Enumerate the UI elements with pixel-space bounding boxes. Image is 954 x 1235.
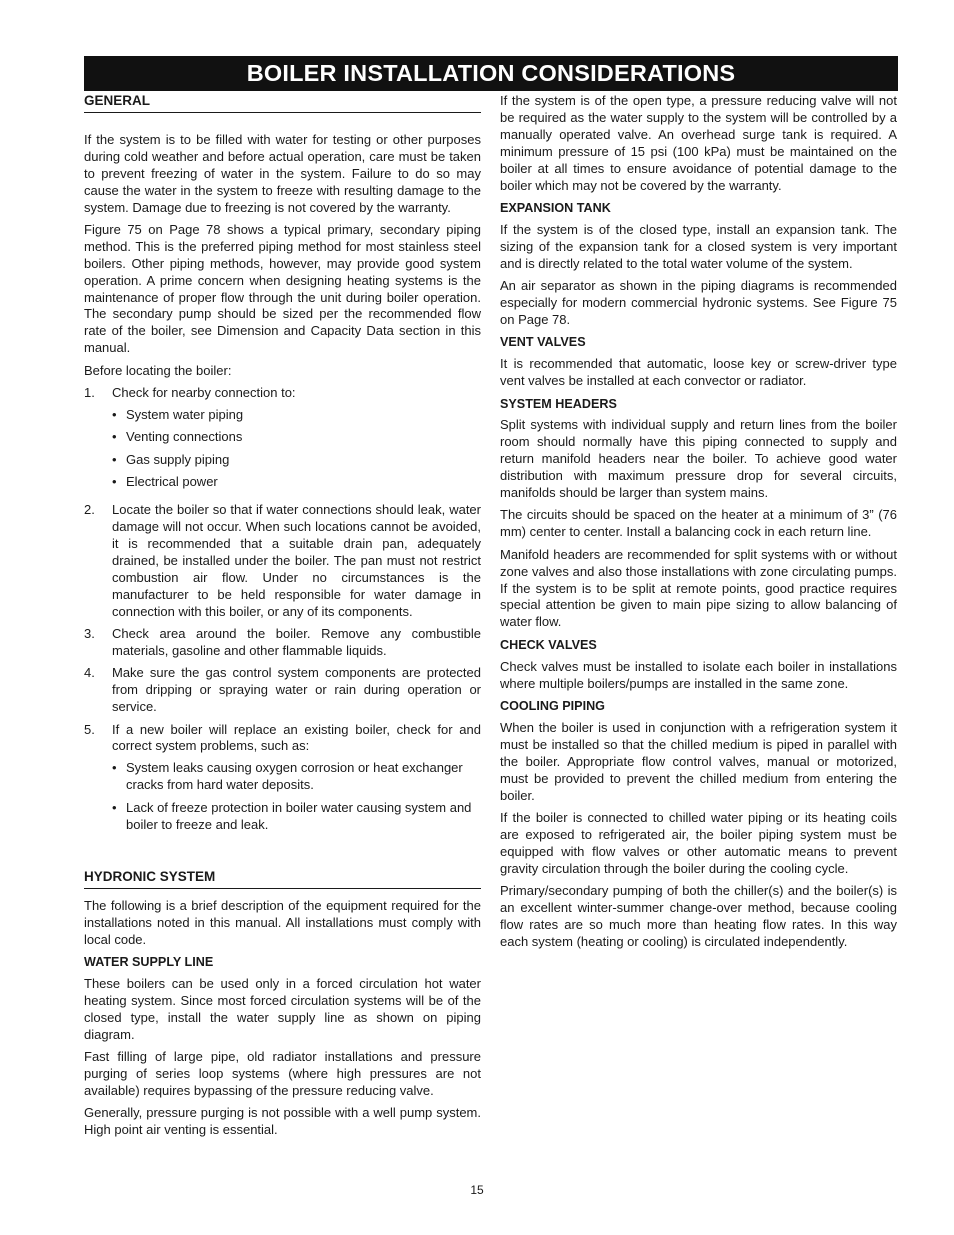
bullet-icon: • (112, 799, 117, 815)
list-item-step-2 (84, 502, 481, 620)
subheading-water-supply: WATER SUPPLY LINE (84, 955, 214, 970)
step-text: Make sure the gas control system components are protected from dripping or spraying water or rain during operation or service. (112, 665, 481, 715)
list-item-step-5 (84, 722, 481, 839)
water-supply-paragraph-1: These boilers can be used only in a forced circulation hot water heating system. Since most forced circulation systems will be of the closed type, install the water supply line as shown on piping diagram. (84, 975, 481, 1042)
expansion-paragraph-2: An air separator as shown in the piping diagrams is recommended especially for modern commercial hydronic systems. See Figure 75 on Page 78. (500, 278, 897, 327)
vent-paragraph-1: It is recommended that automatic, loose key or screw-driver type vent valves be installed at each convector or radiator. (500, 356, 897, 389)
bullet-icon: • (112, 407, 117, 422)
bullet-list (112, 760, 481, 833)
left-column (84, 93, 481, 1145)
hydronic-paragraph-1: The following is a brief description of the equipment required for the installations noted in this manual. All installations must comply with local code. (84, 897, 481, 947)
water-supply-paragraph-3: Generally, pressure purging is not possible with a well pump system. High point air venting is essential. (84, 1105, 481, 1138)
section-heading-general: GENERAL (84, 93, 481, 113)
cooling-paragraph-2: If the boiler is connected to chilled water piping or its heating coils are exposed to refrigerated air, the boiler piping system must be equipped with flow valves or other automatic means to prevent gravity circulation through the boiler during the cooling cycle. (500, 809, 897, 876)
bullet-item (112, 800, 481, 834)
bullet-icon: • (112, 451, 117, 467)
bullet-item (112, 760, 481, 794)
bullet-text: Venting connections (126, 429, 243, 445)
subheading-expansion-tank: EXPANSION TANK (500, 200, 611, 215)
subheading-check-valves: CHECK VALVES (500, 637, 597, 652)
headers-paragraph-1: Split systems with individual supply and return lines from the boiler room should normally have this piping connected to supply and return manifold headers near the boiler. To achieve good water distribution with maximum pressure drop for several circuits, manifolds should be larger than system mains. (500, 417, 897, 501)
step-number: 1. (84, 385, 95, 401)
list-item-step-1 (84, 385, 481, 497)
bullet-item (112, 429, 481, 446)
general-paragraph-2: Figure 75 on Page 78 shows a typical primary, secondary piping method. This is the preferred piping method for most stainless steel boilers. Other piping methods, however, may provide good system operation. A prime concern when designing heating systems is the maintenance of proper flow through the unit during boiler operation. The secondary pump should be sized per the recommended flow rate of the boiler, see Dimension and Capacity Data section in this manual. (84, 221, 481, 356)
subheading-vent-valves: VENT VALVES (500, 335, 586, 350)
step-text: Locate the boiler so that if water connections should leak, water damage will not occur. When such locations cannot be avoided, it is recommended that a suitable drain pan, adequately drained, be installed under the boiler. The pan must not restrict combustion air flow. Under no circumstances is the manufacturer to be held responsible for water damage in connection with this boiler, or any of its components. (112, 502, 481, 619)
step-number: 2. (84, 502, 95, 518)
bullet-icon: • (112, 760, 117, 776)
page-title-banner (84, 56, 898, 91)
bullet-icon: • (112, 429, 117, 445)
step-number: 4. (84, 665, 95, 681)
page-title: BOILER INSTALLATION CONSIDERATIONS (246, 60, 736, 86)
check-paragraph-1: Check valves must be installed to isolate each boiler in installations where multiple boilers/pumps are installed in the same zone. (500, 658, 897, 691)
step-text: If a new boiler will replace an existing boiler, check for and correct system problems, such as: (112, 721, 481, 754)
step-text: Check for nearby connection to: (112, 385, 296, 401)
cooling-paragraph-1: When the boiler is used in conjunction with a refrigeration system it must be installed so that the chilled medium is piped in parallel with the boiler. Appropriate flow control valves, manual or motorized, must be provided to prevent the chilled medium from entering the boiler. (500, 719, 897, 803)
water-supply-paragraph-2: Fast filling of large pipe, old radiator installations and pressure purging of series loop systems (where high pressures are not available) requires bypassing of the pressure reducing valve. (84, 1049, 481, 1098)
bullet-item (112, 407, 481, 424)
general-paragraph-1: If the system is to be filled with water for testing or other purposes during cold weather and before actual operation, care must be taken to prevent freezing of water in the system. Failure to do so may cause the water in the system to freeze with resulting damage to the system. Damage due to freezing is not covered by the warranty. (84, 131, 481, 215)
general-paragraph-3: Before locating the boiler: (84, 362, 232, 378)
bullet-text: Lack of freeze protection in boiler water causing system and boiler to freeze and leak. (126, 799, 472, 832)
step-number: 3. (84, 625, 95, 641)
step-number: 5. (84, 721, 95, 737)
bullet-text: Gas supply piping (126, 451, 230, 467)
bullet-item (112, 474, 481, 491)
subheading-system-headers: SYSTEM HEADERS (500, 396, 617, 411)
headers-paragraph-2: The circuits should be spaced on the heater at a minimum of 3” (76 mm) center to center. Install a balancing cock in each return line. (500, 507, 897, 540)
locating-steps-list (84, 385, 481, 839)
page-number: 15 (470, 1183, 484, 1197)
bullet-text: System leaks causing oxygen corrosion or heat exchanger cracks from hard water deposits. (126, 760, 463, 793)
bullet-item (112, 452, 481, 469)
headers-paragraph-3: Manifold headers are recommended for split systems with or without zone valves and also those installations with zone circulating pumps. If the system is to be split at remote points, good practice requires special attention be given to main pipe sizing to allow balancing of water flow. (500, 546, 897, 630)
expansion-paragraph-1: If the system is of the closed type, install an expansion tank. The sizing of the expansion tank for a closed system is very important and is directly related to the total water volume of the system. (500, 221, 897, 271)
open-system-paragraph: If the system is of the open type, a pressure reducing valve will not be required as the water supply to the system will be controlled by a manually operated valve. An overhead surge tank is required. A minimum pressure of 15 psi (100 kPa) must be maintained on the boiler at all times to ensure avoidance of potential damage to the boiler which may not be covered by the warranty. (500, 93, 897, 193)
list-item-step-3 (84, 626, 481, 660)
cooling-paragraph-3: Primary/secondary pumping of both the chiller(s) and the boiler(s) is an excellent winter-summer change-over method, because cooling flow rates are so much more than heating flow rates. In this way each system (heating or cooling) is circulated independently. (500, 883, 897, 949)
bullet-icon: • (112, 474, 117, 490)
bullet-list (112, 407, 481, 491)
section-heading-hydronic: HYDRONIC SYSTEM (84, 869, 481, 889)
subheading-cooling-piping: COOLING PIPING (500, 699, 605, 713)
list-item-step-4 (84, 665, 481, 716)
step-text: Check area around the boiler. Remove any combustible materials, gasoline and other flammable liquids. (112, 625, 481, 658)
bullet-text: System water piping (126, 407, 244, 422)
right-column (500, 93, 897, 956)
bullet-text: Electrical power (126, 474, 218, 490)
